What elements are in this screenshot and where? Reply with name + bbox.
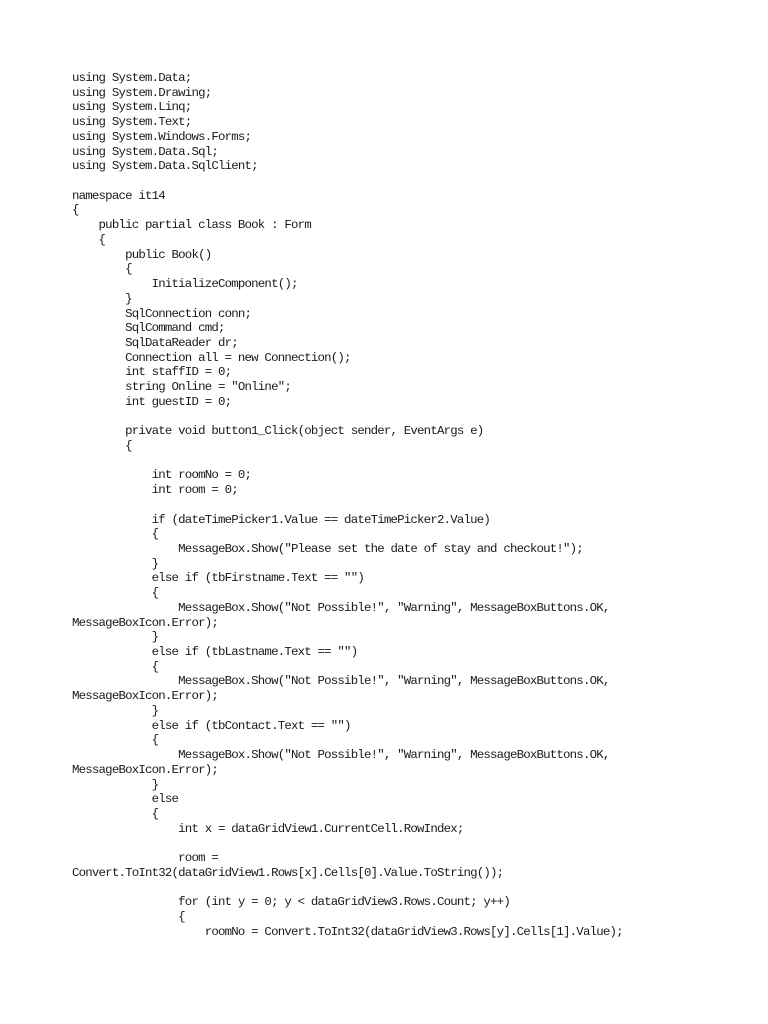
code-line: } (72, 630, 159, 645)
code-line: private void button1_Click(object sender, EventArgs e) (72, 424, 484, 439)
code-line: MessageBoxIcon.Error); (72, 689, 218, 704)
code-line: else if (tbFirstname.Text == "") (72, 571, 364, 586)
code-line: { (72, 527, 159, 542)
code-line: using System.Linq; (72, 100, 192, 115)
code-line: string Online = "Online"; (72, 380, 291, 395)
code-line: int guestID = 0; (72, 394, 232, 409)
code-line: SqlConnection conn; (72, 306, 252, 321)
code-line: public Book() (72, 247, 212, 262)
code-listing (72, 71, 623, 939)
code-line: room = (72, 851, 218, 866)
code-line: MessageBox.Show("Not Possible!", "Warning", MessageBoxButtons.OK, (72, 600, 610, 615)
code-line: using System.Windows.Forms; (72, 129, 252, 144)
code-line: { (72, 203, 79, 218)
code-line: } (72, 556, 159, 571)
code-line: InitializeComponent(); (72, 277, 298, 292)
code-line: namespace it14 (72, 188, 165, 203)
code-line: { (72, 438, 132, 453)
code-line: using System.Text; (72, 115, 192, 130)
code-line: SqlCommand cmd; (72, 321, 225, 336)
code-line: { (72, 586, 159, 601)
code-line: { (72, 909, 185, 924)
code-line: { (72, 262, 132, 277)
code-line: int x = dataGridView1.CurrentCell.RowIndex; (72, 821, 464, 836)
code-line (72, 498, 623, 513)
code-line (72, 410, 623, 425)
code-line: MessageBoxIcon.Error); (72, 762, 218, 777)
code-line: else if (tbContact.Text == "") (72, 718, 351, 733)
code-line: using System.Data; (72, 71, 192, 85)
code-line: int roomNo = 0; (72, 468, 252, 483)
code-line: for (int y = 0; y < dataGridView3.Rows.Count; y++) (72, 895, 510, 910)
code-line: MessageBox.Show("Please set the date of stay and checkout!"); (72, 542, 583, 556)
code-line: } (72, 703, 159, 718)
code-line: MessageBoxIcon.Error); (72, 615, 218, 630)
code-line: else if (tbLastname.Text == "") (72, 645, 358, 660)
code-line: SqlDataReader dr; (72, 335, 238, 350)
code-line: MessageBox.Show("Not Possible!", "Warning", MessageBoxButtons.OK, (72, 748, 610, 763)
code-line: using System.Data.SqlClient; (72, 159, 258, 174)
code-line: { (72, 733, 159, 748)
code-line: int staffID = 0; (72, 365, 232, 380)
code-line: using System.Drawing; (72, 85, 212, 100)
code-line: Convert.ToInt32(dataGridView1.Rows[x].Cells[0].Value.ToString()); (72, 865, 504, 880)
code-line: } (72, 777, 159, 792)
code-line: { (72, 232, 106, 247)
code-line: int room = 0; (72, 483, 238, 498)
code-line: { (72, 659, 159, 674)
code-line: { (72, 806, 159, 821)
code-line: public partial class Book : Form (72, 218, 311, 233)
code-line: else (72, 792, 179, 807)
code-line: } (72, 291, 132, 306)
code-line: if (dateTimePicker1.Value == dateTimePicker2.Value) (72, 512, 491, 527)
code-line (72, 174, 623, 189)
code-line (72, 454, 623, 469)
code-line: using System.Data.Sql; (72, 144, 218, 159)
code-line (72, 881, 623, 896)
code-line: Connection all = new Connection(); (72, 350, 351, 365)
code-line: MessageBox.Show("Not Possible!", "Warning", MessageBoxButtons.OK, (72, 674, 610, 689)
code-line (72, 836, 623, 851)
code-line: roomNo = Convert.ToInt32(dataGridView3.Rows[y].Cells[1].Value); (72, 924, 623, 939)
